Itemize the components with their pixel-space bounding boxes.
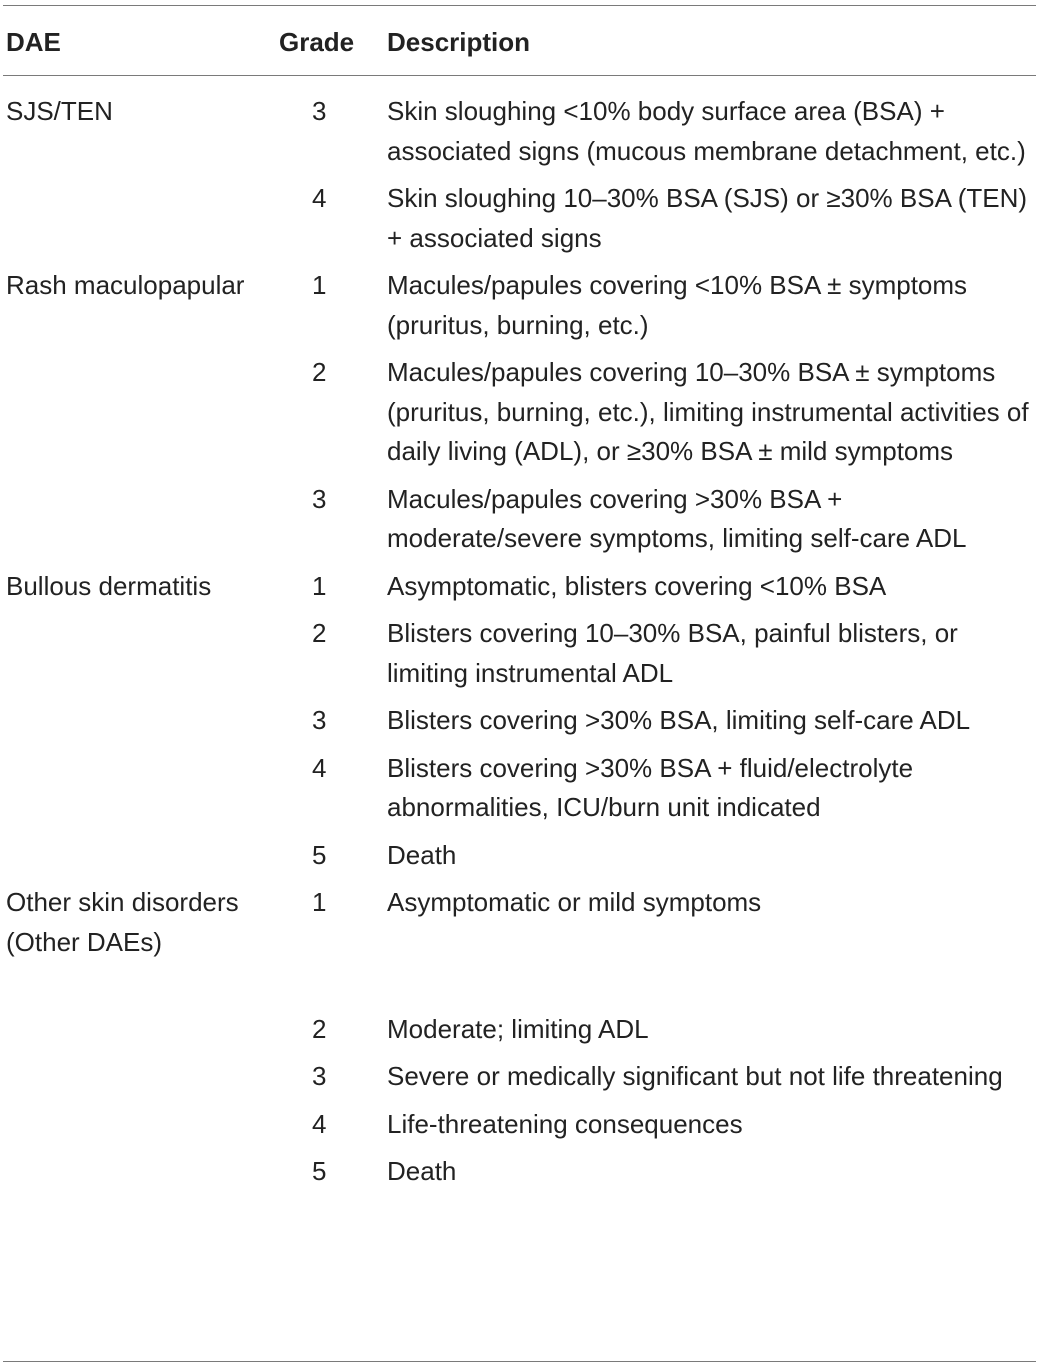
grade-description: Death xyxy=(387,839,457,870)
grade-value: 4 xyxy=(312,183,327,213)
grade-value: 3 xyxy=(312,483,327,514)
table-row xyxy=(3,92,1036,179)
table-header-row xyxy=(3,22,1036,62)
grade-value: 2 xyxy=(312,1013,327,1044)
grade-description: Asymptomatic or mild symptoms xyxy=(387,887,762,917)
table-header-rule xyxy=(3,75,1036,76)
dae-group-sjs-ten xyxy=(3,92,1036,266)
grade-description: Macules/papules covering >30% BSA + moderate/severe symptoms, limiting self-care ADL xyxy=(387,483,967,553)
table-row xyxy=(3,1010,1036,1058)
table-row xyxy=(3,614,1036,701)
dae-name: SJS/TEN xyxy=(6,96,113,126)
grade-value: 1 xyxy=(312,270,327,300)
grade-value: 4 xyxy=(312,1108,327,1139)
grade-value: 5 xyxy=(312,1156,327,1186)
table-row xyxy=(3,179,1036,266)
table-bottom-rule xyxy=(3,1361,1036,1362)
grade-description: Skin sloughing <10% body surface area (BSA) + associated signs (mucous membrane detachment, etc.) xyxy=(387,96,1026,166)
table-row xyxy=(3,1105,1036,1153)
grade-value: 2 xyxy=(312,618,327,648)
table-row xyxy=(3,567,1036,615)
table-row xyxy=(3,836,1036,884)
grade-description: Blisters covering 10–30% BSA, painful blisters, or limiting instrumental ADL xyxy=(387,618,958,688)
row-spacer xyxy=(3,923,1036,1002)
table-row xyxy=(3,749,1036,836)
table-row xyxy=(3,266,1036,353)
grade-description: Life-threatening consequences xyxy=(387,1108,743,1139)
table-row xyxy=(3,883,1036,1010)
grade-description: Death xyxy=(387,1156,457,1186)
header-grade: Grade xyxy=(279,27,355,57)
header-dae: DAE xyxy=(6,27,61,57)
table-row xyxy=(3,480,1036,567)
table-body xyxy=(3,92,1036,1200)
grade-description: Asymptomatic, blisters covering <10% BSA xyxy=(387,570,887,601)
grade-value: 1 xyxy=(312,570,327,601)
grade-description: Macules/papules covering 10–30% BSA ± symptoms (pruritus, burning, etc.), limiting instrumental activities of daily living (ADL), or ≥30% BSA ± mild symptoms xyxy=(387,357,1029,466)
dae-name: Bullous dermatitis xyxy=(6,570,212,601)
grade-description: Macules/papules covering <10% BSA ± symptoms (pruritus, burning, etc.) xyxy=(387,270,968,340)
grade-value: 3 xyxy=(312,705,327,735)
header-description: Description xyxy=(387,27,531,57)
table-top-rule xyxy=(3,5,1036,6)
grade-description: Skin sloughing 10–30% BSA (SJS) or ≥30% BSA (TEN) + associated signs xyxy=(387,183,1028,253)
grade-description: Blisters covering >30% BSA, limiting self-care ADL xyxy=(387,705,971,735)
dae-name: Rash maculopapular xyxy=(6,270,245,300)
dae-group-other-skin-disorders xyxy=(3,883,1036,1200)
grade-value: 4 xyxy=(312,752,327,783)
grade-description: Moderate; limiting ADL xyxy=(387,1013,649,1044)
table-row xyxy=(3,1152,1036,1200)
dae-group-rash-maculopapular xyxy=(3,266,1036,567)
dae-group-bullous-dermatitis xyxy=(3,567,1036,884)
grade-description: Severe or medically significant but not life threatening xyxy=(387,1061,1003,1091)
grade-description: Blisters covering >30% BSA + fluid/electrolyte abnormalities, ICU/burn unit indicated xyxy=(387,752,914,822)
grade-value: 2 xyxy=(312,357,327,387)
table-row xyxy=(3,701,1036,749)
table-row xyxy=(3,353,1036,480)
grade-value: 1 xyxy=(312,887,327,917)
grade-value: 3 xyxy=(312,96,327,126)
table-row xyxy=(3,1057,1036,1105)
grade-value: 5 xyxy=(312,839,327,870)
grade-value: 3 xyxy=(312,1061,327,1091)
dae-name: Other skin disorders (Other DAEs) xyxy=(6,887,239,957)
